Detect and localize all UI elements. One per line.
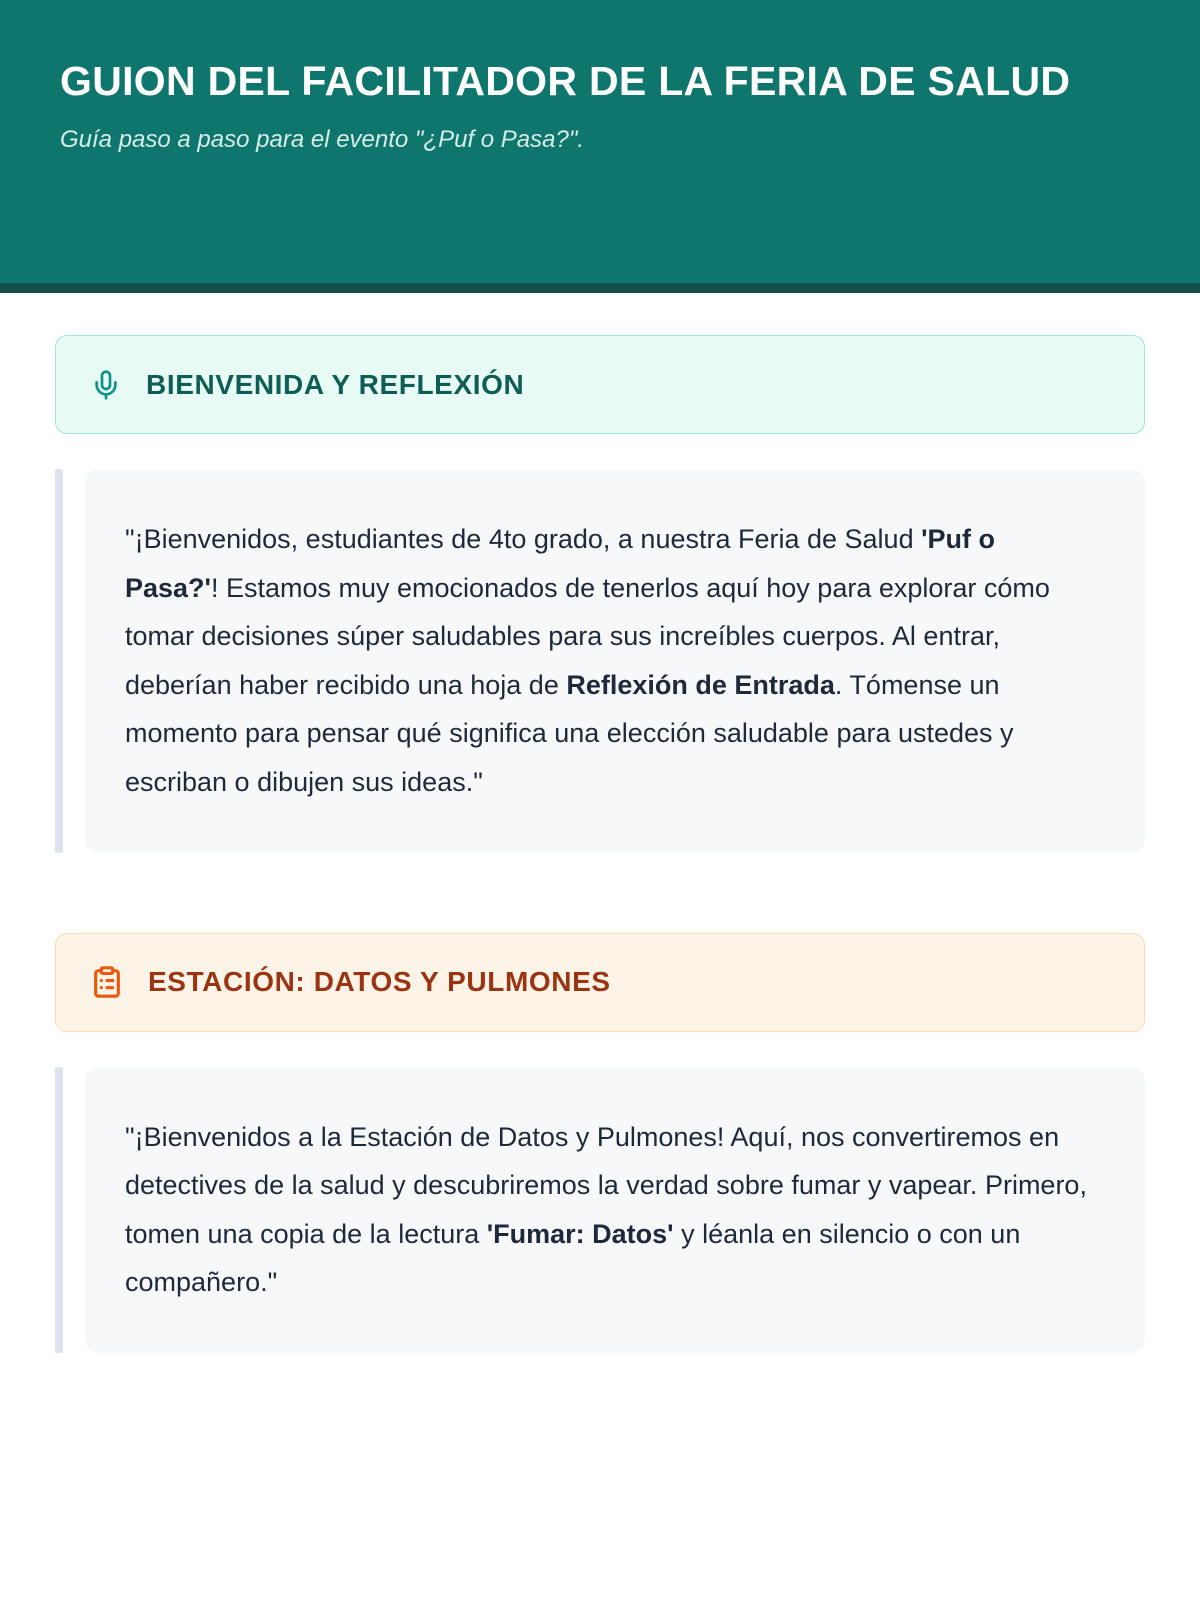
page-title: GUION DEL FACILITADOR DE LA FERIA DE SALUD: [60, 58, 1071, 104]
quote-left-bar: [55, 1067, 63, 1353]
microphone-icon: [90, 369, 122, 401]
clipboard-list-icon: [90, 965, 124, 999]
section-header-bienvenida: [55, 335, 1145, 434]
facilitator-script: [0, 293, 1200, 1353]
section-heading: ESTACIÓN: DATOS Y PULMONES: [148, 966, 611, 998]
section-estacion-datos-y-pulmones: [55, 933, 1145, 1353]
quote-block: [55, 469, 1145, 853]
quote-left-bar: [55, 469, 63, 853]
quote-text: "¡Bienvenidos, estudiantes de 4to grado, a nuestra Feria de Salud 'Puf o Pasa?'! Estamos muy emocionados de tenerlos aquí hoy para explorar cómo tomar decisiones súper saludables para sus increíbles cuerpos. Al entrar, deberían haber recibido una hoja de Reflexión de Entrada. Tómense un momento para pensar qué significa una elección saludable para ustedes y escriban o dibujen sus ideas.": [125, 524, 1050, 797]
quote-block: [55, 1067, 1145, 1353]
section-heading: BIENVENIDA Y REFLEXIÓN: [146, 368, 525, 400]
section-bienvenida-y-reflexion: [55, 335, 1145, 853]
quote-card: [85, 469, 1145, 853]
quote-text: "¡Bienvenidos a la Estación de Datos y Pulmones! Aquí, nos convertiremos en detectives de la salud y descubriremos la verdad sobre fumar y vapear. Primero, tomen una copia de la lectura 'Fumar: Datos' y léanla en silencio o con un compañero.": [125, 1121, 1087, 1298]
quote-card: [85, 1067, 1145, 1353]
page-subtitle: Guía paso a paso para el evento "¿Puf o Pasa?".: [60, 125, 585, 153]
section-header-estacion: [55, 933, 1145, 1032]
page-header: [0, 0, 1200, 293]
